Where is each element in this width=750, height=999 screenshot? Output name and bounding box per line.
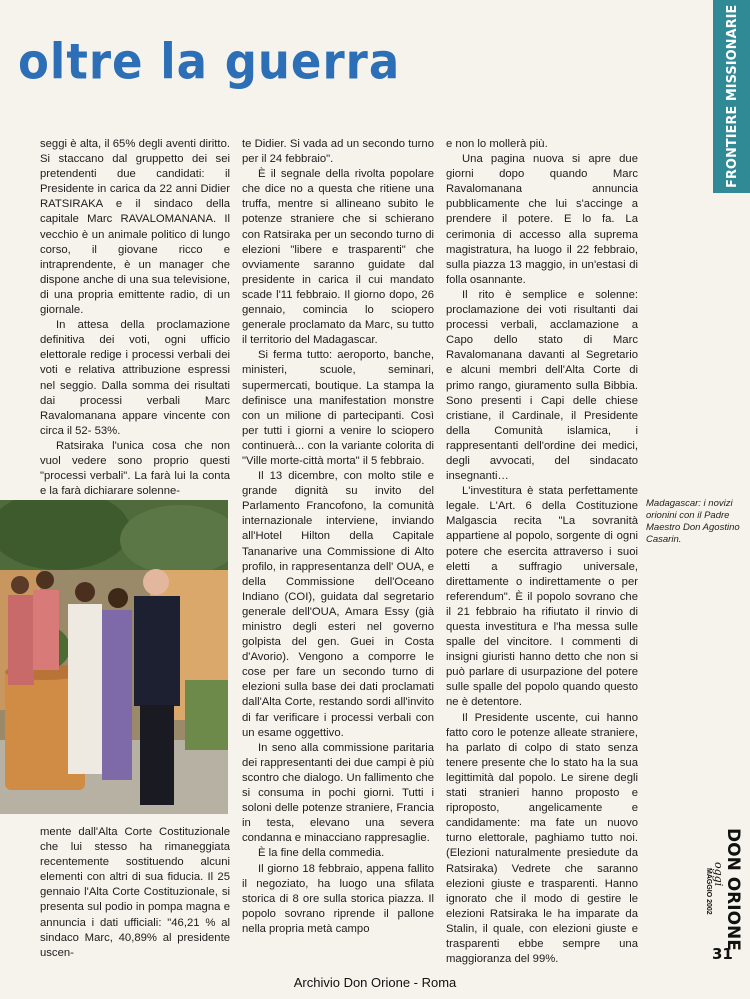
column-3-paragraph: Il Presidente uscente, cui hanno fatto coro le potenze alleate straniere, ha parlato di colpo di stato senza tenere presente che lo stato ha la sua legittimità dal popolo. Le sirene degli stati stranieri hanno proposto e riproposto, angelicamente e candidamente: ma fate un nuovo turno elettorale, paghiamo tutto noi. (Elezioni naturalmente presiedute da Ratsiraka) Vedrete che saranno elezioni giuste e trasparenti. Hanno ignorato che il modo di gestire le elezioni Ratsiraka le ha imparate da Stalin, il quale, con elezioni giuste e trasparenti ebbe sempre una maggioranza del 99%. — [446, 711, 638, 966]
column-1-paragraph: Ratsiraka l'unica cosa che non vuol vedere sono proprio questi "processi verbali". La farà lui la conta e la farà dichiarare solenne- — [40, 439, 230, 498]
column-1-continuation-text: mente dall'Alta Corte Costituzionale che lui stesso ha rimaneggiata recentemente sostituendo alcuni elementi con altri di sua fiducia. Il 25 gennaio l'Alta Corte Costituzionale, si presenta sul podio in pompa magna e annuncia i dati ufficiali: "46,21 % al sindaco Marc, 40,89% al presidente uscen- — [40, 826, 230, 959]
column-3-paragraph: L'investitura è stata perfettamente legale. L'Art. 6 della Costituzione Malgascia recita "La sovranità appartiene al popolo, sorgente di ogni potere che esercita attraverso i suoi eletti a suffragio universale, direttamente o indirettamente o per referendum". È il popolo sovrano che il 21 febbraio ha rifiutato il rinvio di questa investitura e l'ha messa sulle spalle del vincitore. I commenti di insigni giuristi hanno detto che non si può parlare di usurpazione del potere sulle spalle del popolo quando questo ne è detentore. — [446, 485, 638, 709]
column-1-continuation — [40, 825, 230, 961]
column-2-paragraph: È la fine della commedia. — [258, 847, 385, 860]
column-1-paragraph: In attesa della proclamazione definitiva dei voti, ogni ufficio elettorale redige i processi verbali dei voti e relativa attribuzione espressi nel seggio. Dalla somma dei risultati dai processi verbali Marc Ravalomanana appare vincente con circa il 52- 53%. — [40, 319, 230, 437]
magazine-brand: DON ORIONE — [723, 828, 743, 951]
column-2-paragraph: In seno alla commissione paritaria dei rappresentanti dei due campi è più scontro che dialogo. Un fallimento che si consuma in pochi giorni. Tutti i soloni delle potenze straniere, Francia in testa, elevano una severa condanna e minacciano rappresaglie. — [242, 741, 434, 845]
article-title: oltre la guerra — [18, 33, 401, 91]
column-2-paragraph: Si ferma tutto: aeroporto, banche, ministeri, scuole, seminari, supermercati, boutique. La stampa la definisce una manifestation monstre con un milione di partecipanti. Così per tutti i giorni a venire lo sciopero continuerà... con la variante colorita di "Ville morte-città morta" il 5 febbraio. — [242, 349, 434, 467]
column-3-paragraph: Una pagina nuova si apre due giorni dopo quando Marc Ravalomanana annuncia pubblicamente che lui s'accinge a prendere il potere. E lo fa. La cerimonia di accesso alla suprema magistratura, ha luogo il 22 febbraio, sulla piazza 13 maggio, in un'estasi di folla osannante. — [446, 153, 638, 286]
column-3-paragraph: e non lo mollerà più. — [446, 138, 548, 150]
issue-date: MAGGIO 2002 — [705, 868, 712, 915]
column-2-paragraph: Il 13 dicembre, con molto stile e grande dignità su invito del Parlamento Francofono, la comunità internazionale interviene, inviando all'Hotel Hilton della Capitale Tananarive una Commissione di Alto profilo, in rappresentanza dell' OUA, e della Commissione dell'Oceano Indiano (COI), guidata dal segretario generale dell'OUA, Amara Essy (già ministro degli esteri nel governo golpista del gen. Guei in Costa d'Avorio). Vengono a comporre le cose per fare un secondo turno di elezioni sulla base dei dati proclamati dall'Alta Corte, restando sordi all'invito di far verificare i processi verbali con un esame oggettivo. — [242, 470, 434, 739]
column-2-paragraph: Il giorno 18 febbraio, appena fallito il negoziato, ha luogo una sfilata storica di 8 ore sulla storica piazza. Il popolo sovrano riprende il pallone nella propria metà campo — [242, 862, 434, 935]
archive-credit: Archivio Don Orione - Roma — [293, 975, 457, 990]
magazine-logo — [556, 828, 743, 951]
column-3-paragraph: Il rito è semplice e solenne: proclamazione dei voti risultanti dai processi verbali, acclamazione a Capo dello stato di Marc Ravalomanana davanti al Segretario e alcuni membri dell'Alta Corte di primo rango, giuramento sulla Bibbia. Sono presenti i Capi delle chiese cristiane, il Cardinale, il Presidente della Comunità islamica, i rappresentanti dell'ordine dei medici, degli avvocati, del sindacato insegnanti… — [446, 288, 638, 483]
page-number: 31 — [712, 945, 733, 963]
column-1-paragraph: seggi è alta, il 65% degli aventi diritto. Si staccano dal gruppetto dei sei pretendenti due candidati: il Presidente in carica da 22 anni Didier RATSIRAKA e il sindaco della capitale Marc RAVALOMANANA. Il vecchio è un animale politico di lungo corso, il giovane ricco e intraprendente, è un manager che dispone anche di una sua televisione, di una propria emittente radio, di un giornale. — [40, 138, 230, 317]
photo-caption: Madagascar: i novizi orionini con il Padre Maestro Don Agostino Casarin. — [646, 498, 740, 545]
column-1 — [40, 137, 230, 499]
novices-photo — [0, 500, 228, 814]
section-label — [718, 158, 750, 188]
column-2 — [242, 137, 434, 937]
column-2-paragraph: te Didier. Si vada ad un secondo turno per il 24 febbraio". — [242, 138, 434, 166]
magazine-brand-sub: oggi — [712, 862, 725, 887]
column-2-paragraph: È il segnale della rivolta popolare che dice no a questa che ritiene una truffa, mentre si allineano subito le potenze straniere che si schierano con Ratsiraka per un secondo turno di elezioni "libere e trasparenti" che ovviamente saranno guidate dal presidente in carica il cui mandato scade l'11 febbraio. Il giorno dopo, 26 gennaio, comincia lo sciopero generale proclamato da Marc, su tutto il territorio del Madagascar. — [242, 168, 434, 347]
